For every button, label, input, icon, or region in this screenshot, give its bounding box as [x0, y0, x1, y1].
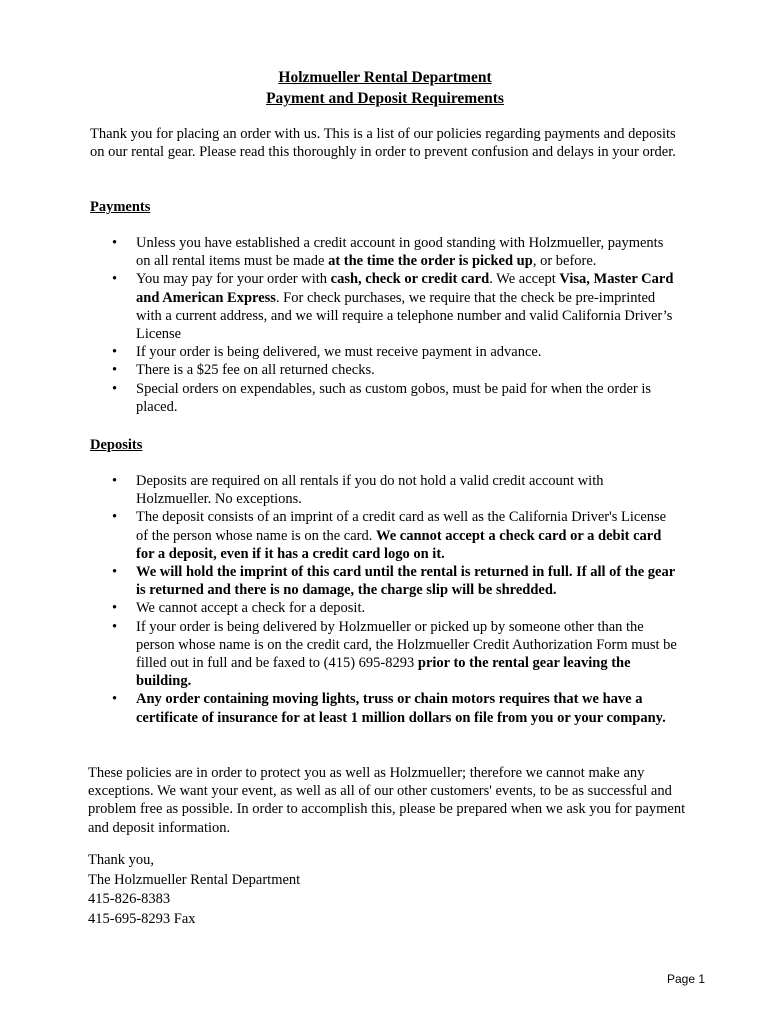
- deposits-item-2: • The deposit consists of an imprint of a credit card as well as the California Driver's License of the person whose name is on the card. We cannot accept a check card or a debit card for a deposit, even if it has a credit card logo on it.: [112, 509, 667, 562]
- payments-heading: Payments: [90, 199, 151, 215]
- intro-paragraph: Thank you for placing an order with us. This is a list of our policies regarding payments and deposits on our rental gear. Please read this thoroughly in order to prevent confusion and delays in your order.: [90, 126, 676, 161]
- deposits-heading: Deposits: [90, 437, 143, 453]
- bullet-icon: •: [112, 344, 118, 361]
- bullet-icon: •: [112, 691, 118, 708]
- signoff-phone: 415-826-8383: [88, 891, 171, 907]
- deposits-item-5: • If your order is being delivered by Holzmueller or picked up by someone other than the person whose name is on the credit card, the Holzmueller Credit Authorization Form must be filled out in full and be faxed to (415) 695-8293 prior to the rental gear leaving the building.: [112, 618, 677, 690]
- payments-item-2: • You may pay for your order with cash, check or credit card. We accept Visa, Master Card and American Express. For check purchases, we require that the check be pre-imprinted with a current address, and we will require a telephone number and valid California Driver’s License: [112, 271, 674, 343]
- title-line-1: Holzmueller Rental Department: [278, 69, 492, 86]
- signoff-thanks: Thank you,: [88, 852, 155, 868]
- deposits-item-4: • We cannot accept a check for a deposit.: [112, 600, 366, 617]
- bullet-icon: •: [112, 618, 118, 635]
- deposits-item-1: • Deposits are required on all rentals if you do not hold a valid credit account with Holzmueller. No exceptions.: [112, 473, 604, 508]
- bullet-icon: •: [112, 564, 118, 581]
- signoff-department: The Holzmueller Rental Department: [88, 871, 301, 888]
- payments-list: [112, 234, 677, 416]
- payments-item-5: • Special orders on expendables, such as custom gobos, must be paid for when the order is placed.: [112, 380, 652, 415]
- bullet-icon: •: [112, 509, 118, 526]
- bullet-icon: •: [112, 380, 118, 397]
- bullet-icon: •: [112, 235, 118, 251]
- bullet-icon: •: [112, 271, 118, 288]
- bullet-icon: •: [112, 362, 118, 379]
- closing-paragraph: These policies are in order to protect you as well as Holzmueller; therefore we cannot make any exceptions. We want your event, as well as all of our other customers' events, to be as successful and problem free as possible. In order to accomplish this, please be prepared when we ask you for payment and deposit information.: [88, 765, 686, 836]
- bullet-icon: •: [112, 473, 118, 489]
- bullet-icon: •: [112, 600, 118, 617]
- deposits-list: [112, 472, 677, 727]
- title-line-2: Payment and Deposit Requirements: [266, 90, 504, 107]
- page-number: Page 1: [667, 972, 706, 986]
- payments-item-1: • Unless you have established a credit account in good standing with Holzmueller, payments on all rental items must be made at the time the order is picked up, or before.: [112, 235, 664, 270]
- payments-item-3: • If your order is being delivered, we must receive payment in advance.: [112, 344, 542, 361]
- signoff-block: [88, 851, 300, 929]
- signoff-fax: 415-695-8293 Fax: [88, 910, 196, 927]
- payments-item-4: • There is a $25 fee on all returned checks.: [112, 362, 375, 379]
- document-title: [0, 67, 770, 109]
- deposits-item-3: • We will hold the imprint of this card until the rental is returned in full. If all of the gear is returned and there is no damage, the charge slip will be shredded.: [112, 564, 675, 599]
- deposits-item-6: • Any order containing moving lights, truss or chain motors requires that we have a certificate of insurance for at least 1 million dollars on file from you or your company.: [112, 691, 666, 726]
